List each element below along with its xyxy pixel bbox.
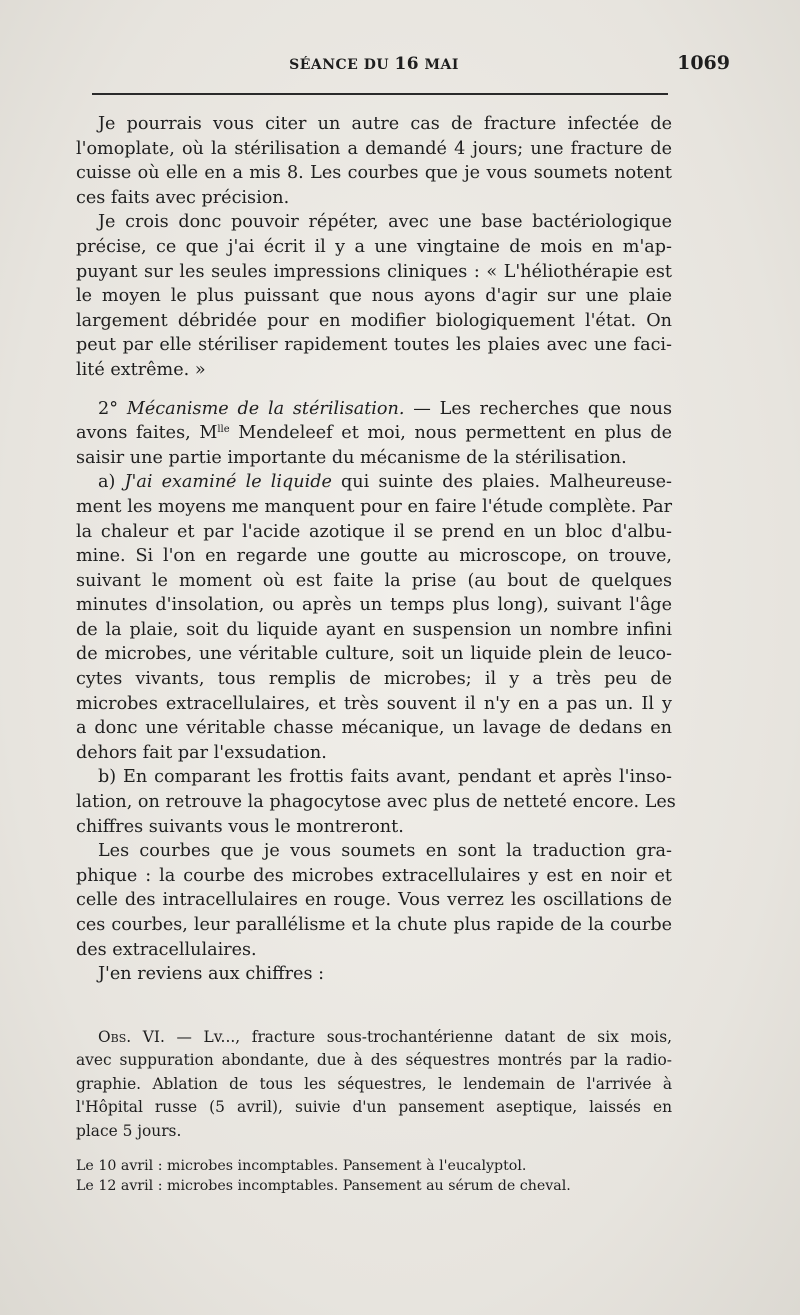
text-line xyxy=(76,470,672,495)
section-number: 2° xyxy=(98,398,127,419)
text-line: place 5 jours. xyxy=(76,1121,182,1140)
observation-note xyxy=(76,1026,672,1143)
text-line: lation, on retrouve la phagocytose avec plus de netteté encore. Les xyxy=(76,792,676,813)
text-line: chiffres suivants vous le montreront. xyxy=(76,816,404,837)
text-line xyxy=(76,421,672,446)
page-header xyxy=(78,52,730,78)
text-line: celle des intracellulaires en rouge. Vous verrez les oscillations de xyxy=(76,890,672,911)
text-line: ces courbes, leur parallélisme et la chute plus rapide de la courbe xyxy=(76,915,672,935)
log-entry: Le 10 avril : microbes incomptables. Pansement à l'eucalyptol. xyxy=(76,1158,527,1174)
log-entry: Le 12 avril : microbes incomptables. Pansement au sérum de cheval. xyxy=(76,1178,571,1194)
superscript: lle xyxy=(217,424,230,436)
text-line: cuisse où elle en a mis 8. Les courbes que je vous soumets notent xyxy=(76,163,672,184)
section-gap xyxy=(76,383,672,397)
text-line: cytes vivants, tous remplis de microbes; il y a très peu de xyxy=(76,669,672,690)
text-line: puyant sur les seules impressions cliniques : « L'héliothérapie est xyxy=(76,261,672,282)
text-line xyxy=(76,1026,672,1049)
text-line: suivant le moment où est faite la prise (au bout de quelques xyxy=(76,570,672,591)
text-line: peut par elle stériliser rapidement toutes les plaies avec une faci- xyxy=(76,335,672,356)
text-fragment: a) xyxy=(98,472,125,493)
text-fragment: — Lv..., fracture sous-trochantérienne datant de six mois, xyxy=(164,1028,672,1046)
running-head xyxy=(78,54,670,74)
text-line: le moyen le plus puissant que nous ayons d'agir sur une plaie xyxy=(76,286,672,307)
text-line: b) En comparant les frottis faits avant, pendant et après l'inso- xyxy=(98,767,672,788)
text-line: des extracellulaires. xyxy=(76,939,257,960)
section-title: Mécanisme de la stérilisation. xyxy=(126,398,405,419)
text-line: Je pourrais vous citer un autre cas de fracture infectée de xyxy=(98,114,672,134)
running-head-suffix: MAI xyxy=(424,57,459,73)
running-head-prefix: SÉANCE DU xyxy=(289,57,390,73)
text-fragment: qui suinte des plaies. Malheureuse- xyxy=(331,472,672,493)
text-fragment: — Les recherches que nous xyxy=(404,398,672,419)
text-line: a donc une véritable chasse mécanique, un lavage de dedans en xyxy=(76,718,672,739)
text-line: graphie. Ablation de tous les séquestres, le lendemain de l'arrivée à xyxy=(76,1074,672,1093)
text-line: largement débridée pour en modifier biologiquement l'état. On xyxy=(76,310,672,331)
text-line: de la plaie, soit du liquide ayant en suspension un nombre infini xyxy=(76,619,672,640)
text-line: Les courbes que je vous soumets en sont la traduction gra- xyxy=(98,841,672,862)
page-number: 1069 xyxy=(677,52,730,74)
text-line: phique : la courbe des microbes extracellulaires y est en noir et xyxy=(76,865,672,886)
text-line: la chaleur et par l'acide azotique il se prend en un bloc d'albu- xyxy=(76,521,672,542)
main-text xyxy=(76,112,676,987)
italic-phrase: J'ai examiné le liquide xyxy=(124,472,332,493)
text-line: de microbes, une véritable culture, soit un liquide plein de leuco- xyxy=(76,644,672,665)
text-line: microbes extracellulaires, et très souvent il n'y en a pas un. Il y xyxy=(76,693,672,714)
running-head-day: 16 xyxy=(394,54,420,74)
text-line: dehors fait par l'exsudation. xyxy=(76,742,327,763)
text-line: lité extrême. » xyxy=(76,359,206,380)
text-line: Je crois donc pouvoir répéter, avec une base bactériologique xyxy=(98,212,672,233)
text-line: J'en reviens aux chiffres : xyxy=(98,964,324,985)
text-line: avec suppuration abondante, due à des séquestres montrés par la radio- xyxy=(76,1051,672,1070)
treatment-log xyxy=(76,1156,672,1196)
text-line: précise, ce que j'ai écrit il y a une vingtaine de mois en m'ap- xyxy=(76,236,672,257)
text-line: mine. Si l'on en regarde une goutte au microscope, on trouve, xyxy=(76,546,672,567)
text-line: minutes d'insolation, ou après un temps plus long), suivant l'âge xyxy=(76,595,672,616)
text-line: ment les moyens me manquent pour en faire l'étude complète. Par xyxy=(76,496,672,517)
header-rule xyxy=(92,93,668,95)
text-line: ces faits avec précision. xyxy=(76,187,290,208)
text-fragment: avons faites, M xyxy=(76,423,218,444)
text-line: saisir une partie importante du mécanisme de la stérilisation. xyxy=(76,447,627,468)
text-line: l'omoplate, où la stérilisation a demandé 4 jours; une fracture de xyxy=(76,138,672,159)
text-fragment: Mendeleef et moi, nous permettent en plus de xyxy=(229,423,672,444)
observation-label: Obs. VI. xyxy=(98,1028,165,1046)
section-heading-line xyxy=(76,397,672,422)
text-line: l'Hôpital russe (5 avril), suivie d'un pansement aseptique, laissés en xyxy=(76,1098,672,1117)
